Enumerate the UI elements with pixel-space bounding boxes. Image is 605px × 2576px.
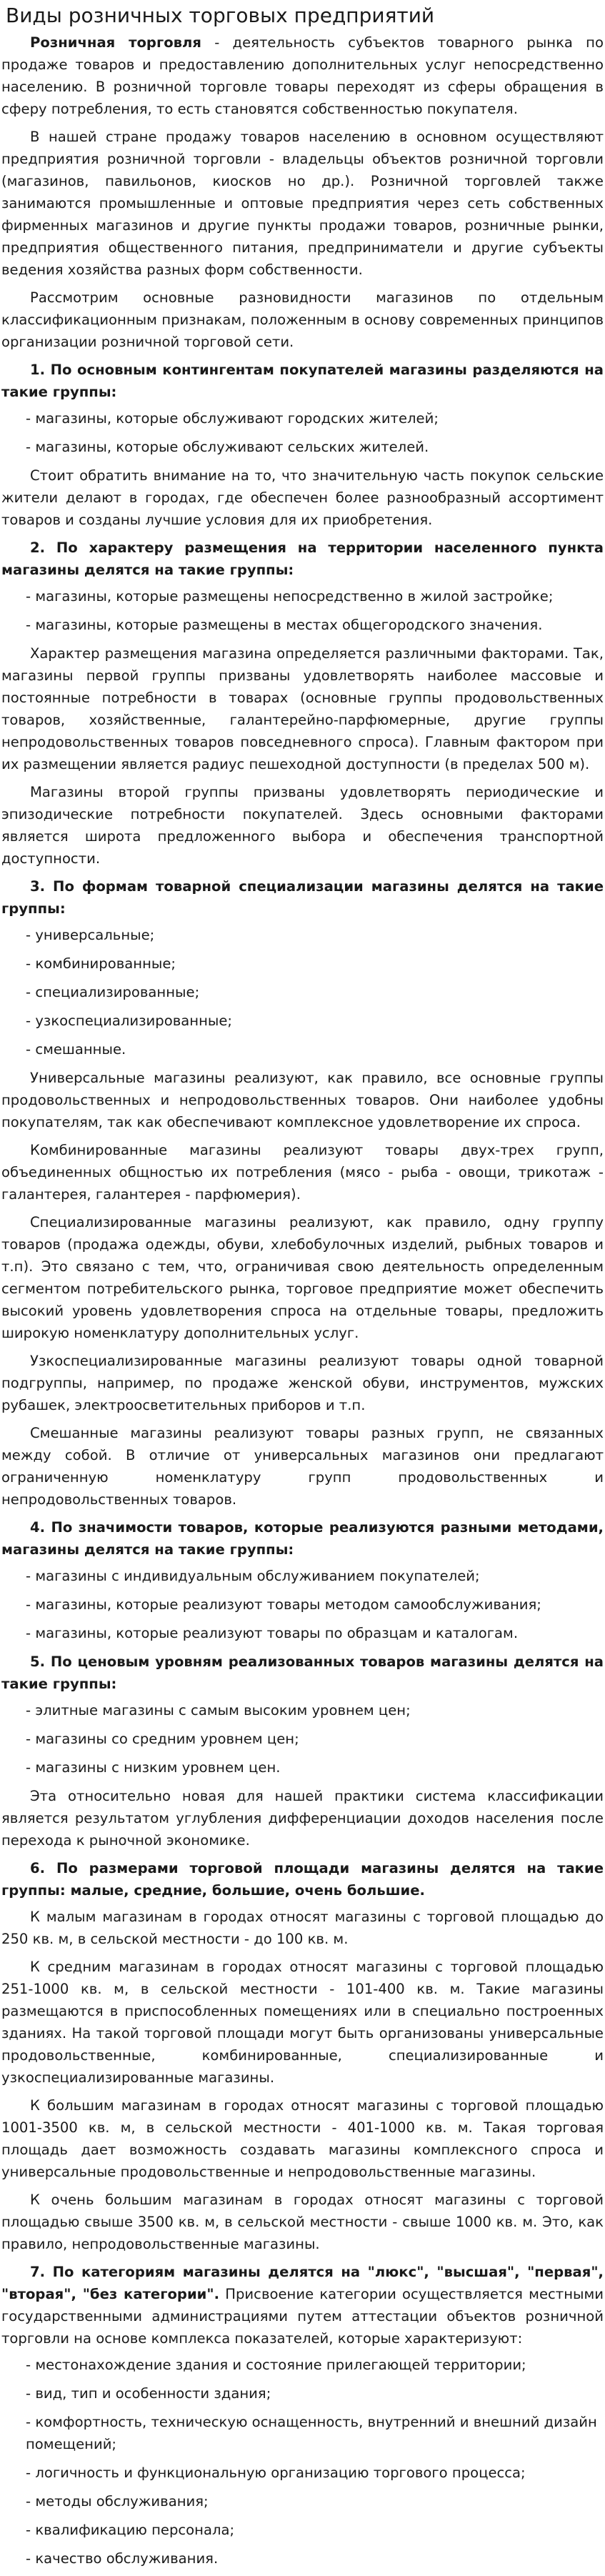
section-heading: 3. По формам товарной специализации магазины делятся на такие группы: <box>1 878 604 917</box>
section-heading: 4. По значимости товаров, которые реализуются разными методами, магазины делятся на такие группы: <box>1 1519 604 1558</box>
paragraph: Магазины второй группы призваны удовлетворять периодические и эпизодические потребности покупателей. Здесь основными факторами является широта предложенного выбора и обеспечения транспортной доступности. <box>1 784 604 867</box>
paragraph-text: - деятельность субъектов товарного рынка по продаже товаров и предоставлению дополнительных услуг непосредственно населению. В розничной торговле товары переходят из сферы обращения в сферу потребления, то есть становятся собственностью покупателя. <box>1 34 604 117</box>
list-item: - магазины, которые обслуживают сельских жителей. <box>1 436 604 458</box>
paragraph: Специализированные магазины реализуют, как правило, одну группу товаров (продажа одежды, обуви, хлебобулочных изделий, рыбных товаров и т.п). Это связано с тем, что, ограничивая свою деятельность определенным сегментом потребительского рынка, торговое предприятие может обеспечить высокий уровень удовлетворения спроса на отдельные товары, предложить широкую номенклатуру дополнительных услуг. <box>1 1214 604 1341</box>
paragraph: Стоит обратить внимание на то, что значительную часть покупок сельские жители делают в городах, где обеспечен более разнообразный ассортимент товаров и созданы лучшие условия для их приобретения. <box>1 467 604 528</box>
paragraph <box>1 31 604 120</box>
paragraph: Узкоспециализированные магазины реализуют товары одной товарной подгруппы, например, по продаже женской обуви, инструментов, мужских рубашек, электроосветительных приборов и т.п. <box>1 1353 604 1413</box>
lead-term: Розничная торговля <box>30 34 201 51</box>
section-heading: 2. По характеру размещения на территории населенного пункта магазины делятся на такие группы: <box>1 539 604 578</box>
list-item: - магазины, которые реализуют товары по образцам и каталогам. <box>1 1622 604 1644</box>
paragraph: Эта относительно новая для нашей практики система классификации является результатом углубления дифференциации доходов населения после перехода к рыночной экономике. <box>1 1788 604 1849</box>
list-item: - магазины с низким уровнем цен. <box>1 1756 604 1779</box>
list-item: - магазины со средним уровнем цен; <box>1 1728 604 1750</box>
list-item: - квалификацию персонала; <box>1 2519 604 2541</box>
article-body <box>1 31 604 2570</box>
paragraph: Рассмотрим основные разновидности магазинов по отдельным классификационным признакам, положенным в основу современных принципов организации розничной торговой сети. <box>1 289 604 350</box>
paragraph: К малым магазинам в городах относят магазины с торговой площадью до 250 кв. м, в сельской местности - до 100 кв. м. <box>1 1909 604 1947</box>
paragraph: К средним магазинам в городах относят магазины с торговой площадью 251-1000 кв. м, в сельской местности - 101-400 кв. м. Такие магазины размещаются в приспособленных помещениях или в специально построенных зданиях. На такой торговой площади могут быть организованы универсальные продовольственные, комбинированные, специализированные и узкоспециализированные магазины. <box>1 1959 604 2086</box>
paragraph: К очень большим магазинам в городах относят магазины с торговой площадью свыше 3500 кв. м, в сельской местности - свыше 1000 кв. м. Это, как правило, непродовольственные магазины. <box>1 2192 604 2252</box>
paragraph: Характер размещения магазина определяется различными факторами. Так, магазины первой группы призваны удовлетворять наиболее массовые и постоянные потребности в товарах (основные группы продовольственных товаров, хозяйственные, галантерейно-парфюмерные, другие группы непродовольственных товаров повседневного спроса). Главным фактором при их размещении является радиус пешеходной доступности (в пределах 500 м). <box>1 645 604 772</box>
paragraph-text: Присвоение категории осуществляется местными государственными администрациями путем аттестации объектов розничной торговли на основе комплекса показателей, которые характеризуют: <box>1 2286 604 2347</box>
paragraph: Смешанные магазины реализуют товары разных групп, не связанных между собой. В отличие от универсальных магазинов они предлагают ограниченную номенклатуру групп продовольственных и непродовольственных товаров. <box>1 1425 604 1508</box>
list-item: - местонахождение здания и состояние прилегающей территории; <box>1 2354 604 2376</box>
list-item: - комбинированные; <box>1 953 604 975</box>
list-item: - магазины с индивидуальным обслуживанием покупателей; <box>1 1565 604 1587</box>
list-item: - логичность и функциональную организацию торгового процесса; <box>1 2462 604 2484</box>
list-item: - узкоспециализированные; <box>1 1010 604 1032</box>
paragraph: Комбинированные магазины реализуют товары двух-трех групп, объединенных общностью их потребления (мясо - рыба - овощи, трикотаж - галантерея, галантерея - парфюмерия). <box>1 1142 604 1203</box>
paragraph: Универсальные магазины реализуют, как правило, все основные группы продовольственных и непродовольственных товаров. Они наиболее удобны покупателям, так как обеспечивают комплексное удовлетворение их спроса. <box>1 1070 604 1130</box>
list-item: - магазины, которые размещены непосредственно в жилой застройке; <box>1 585 604 607</box>
section-heading: 5. По ценовым уровням реализованных товаров магазины делятся на такие группы: <box>1 1653 604 1692</box>
list-item: - комфортность, техническую оснащенность, внутренний и внешний дизайн помещений; <box>1 2411 604 2455</box>
list-item: - вид, тип и особенности здания; <box>1 2382 604 2405</box>
list-item: - методы обслуживания; <box>1 2490 604 2512</box>
paragraph: К большим магазинам в городах относят магазины с торговой площадью 1001-3500 кв. м, в сельской местности - 401-1000 кв. м. Такая торговая площадь дает возможность создавать магазины комплексного спроса и универсальные продовольственные и непродовольственные магазины. <box>1 2097 604 2180</box>
section-heading: 6. По размерами торговой площади магазины делятся на такие группы: малые, средние, большие, очень большие. <box>1 1860 604 1899</box>
list-item: - универсальные; <box>1 924 604 946</box>
section-heading <box>1 2261 604 2349</box>
list-item: - магазины, которые обслуживают городских жителей; <box>1 407 604 429</box>
lead-term: 7. По категориям магазины делятся на "люкс", "высшая", "первая", "вторая", "без категории". <box>1 2264 604 2302</box>
list-item: - элитные магазины с самым высоким уровнем цен; <box>1 1699 604 1721</box>
list-item: - качество обслуживания. <box>1 2547 604 2570</box>
list-item: - специализированные; <box>1 981 604 1003</box>
paragraph: В нашей стране продажу товаров населению в основном осуществляют предприятия розничной торговли - владельцы объектов розничной торговли (магазинов, павильонов, киосков но др.). Розничной торговлей также занимаются промышленные и оптовые предприятия через сеть собственных фирменных магазинов и другие пункты продажи товаров, розничные рынки, предприятия общественного питания, предприниматели и другие субъекты ведения хозяйства разных форм собственности. <box>1 129 604 278</box>
list-item: - смешанные. <box>1 1038 604 1060</box>
section-heading: 1. По основным контингентам покупателей магазины разделяются на такие группы: <box>1 362 604 400</box>
list-item: - магазины, которые размещены в местах общегородского значения. <box>1 614 604 636</box>
page-title: Виды розничных торговых предприятий <box>6 4 435 27</box>
list-item: - магазины, которые реализуют товары методом самообслуживания; <box>1 1593 604 1616</box>
